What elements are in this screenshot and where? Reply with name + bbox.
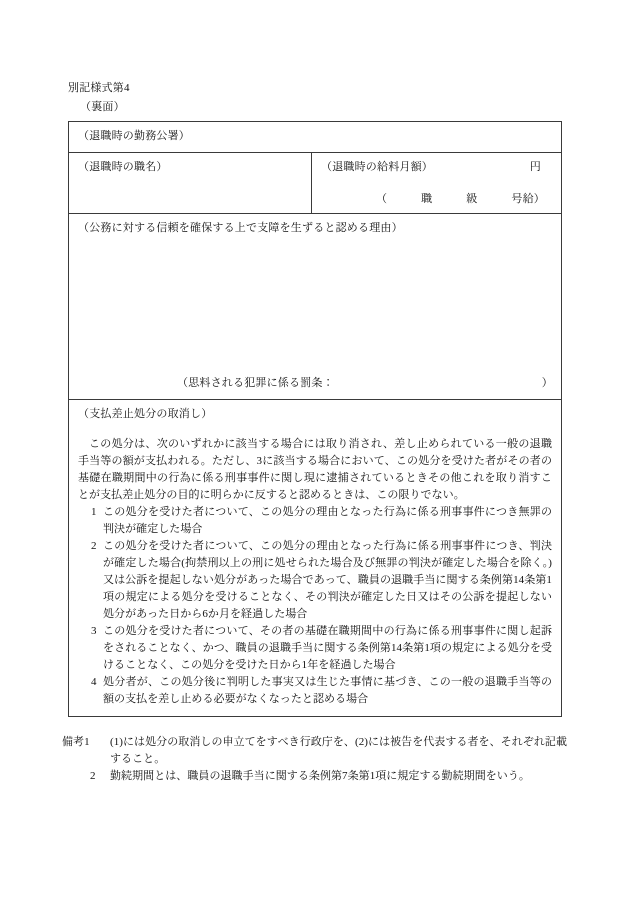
grade-open-paren: （	[376, 193, 388, 205]
remark-item	[62, 734, 567, 768]
currency-unit-label: 円	[529, 161, 541, 173]
table-row-title-salary	[69, 153, 561, 214]
list-item	[78, 504, 552, 538]
list-item-number: 1	[91, 506, 97, 518]
table-row-reason	[69, 214, 561, 400]
list-item-text: この処分を受けた者について、この処分の理由となった行為に係る刑事事件につき無罪の判決が確定した場合	[103, 506, 552, 535]
list-item-number: 3	[91, 625, 97, 637]
list-item-text: この処分を受けた者について、その者の基礎在職期間中の行為に係る刑事事件に関し起訴をされることなく、かつ、職員の退職手当に関する条例第14条第1項の規定による処分を受けることなく、この処分を受けた日から1年を経過した場合	[103, 625, 552, 671]
salary-field-label: （退職時の給料月額）	[321, 161, 433, 173]
grade-number-label: 号給）	[511, 193, 545, 205]
remark-text: (1)には処分の取消しの申立てをすべき行政庁を、(2)には被告を代表する者を、それぞれ記載すること。	[110, 736, 567, 765]
table-row-office	[69, 122, 561, 153]
remark-item	[62, 768, 567, 785]
remark-marker: 2	[90, 770, 96, 782]
salary-field-cell	[312, 153, 561, 213]
grade-post-label: 職	[421, 193, 433, 205]
list-item	[78, 538, 552, 623]
reason-field-label: （公務に対する信頼を確保する上で支障を生ずると認める理由）	[78, 222, 403, 234]
list-item-text: 処分者が、この処分後に判明した事実又は生じた事情に基づき、この一般の退職手当等の額の支払を差し止める必要がなくなったと認める場合	[103, 676, 552, 705]
list-item	[78, 623, 552, 674]
list-item-text: この処分を受けた者について、この処分の理由となった行為に係る刑事事件につき、判決が確定した場合(拘禁刑以上の刑に処せられた場合及び無罪の判決が確定した場合を除く。)又は公訴を提起しない処分があった場合であって、職員の退職手当に関する条例第14条第1項の規定による処分を受けることなく、その判決が確定した日又はその公訴を提起しない処分があった日から6か月を経過した場合	[103, 540, 552, 620]
grade-class-label: 級	[466, 193, 478, 205]
remark-text: 勤続期間とは、職員の退職手当に関する条例第7条第1項に規定する勤続期間をいう。	[110, 770, 530, 782]
penalty-clause-close-paren: ）	[541, 377, 553, 389]
remark-marker: 備考1	[62, 736, 90, 748]
salary-grade-line	[321, 191, 553, 208]
list-item	[78, 674, 552, 708]
salary-amount-line	[321, 159, 553, 176]
office-field-label: （退職時の勤務公署）	[78, 130, 190, 142]
cancellation-heading: （支払差止処分の取消し）	[78, 408, 213, 420]
form-table	[68, 121, 562, 717]
cancellation-section	[69, 400, 561, 716]
cancellation-condition-list	[78, 504, 552, 708]
penalty-clause-line	[177, 375, 553, 392]
list-item-number: 4	[91, 676, 97, 688]
page-side-label: （裏面）	[80, 101, 125, 113]
table-row-cancellation	[69, 400, 561, 716]
list-item-number: 2	[91, 540, 97, 552]
penalty-clause-label: （思料される犯罪に係る罰条：	[177, 377, 334, 389]
remarks-section	[62, 734, 567, 785]
reason-field-cell	[69, 214, 561, 399]
cancellation-paragraph: この処分は、次のいずれかに該当する場合には取り消され、差し止められている一般の退職手当等の額が支払われる。ただし、3に該当する場合において、この処分を受けた者がその者の基礎在職期間中の行為に係る刑事事件に関し現に逮捕されているときその他これを取り消すことが支払差止処分の目的に明らかに反すると認めるときは、この限りでない。	[78, 438, 552, 501]
form-number-heading: 別記様式第4	[68, 82, 130, 94]
job-title-field-label: （退職時の職名）	[69, 153, 312, 213]
